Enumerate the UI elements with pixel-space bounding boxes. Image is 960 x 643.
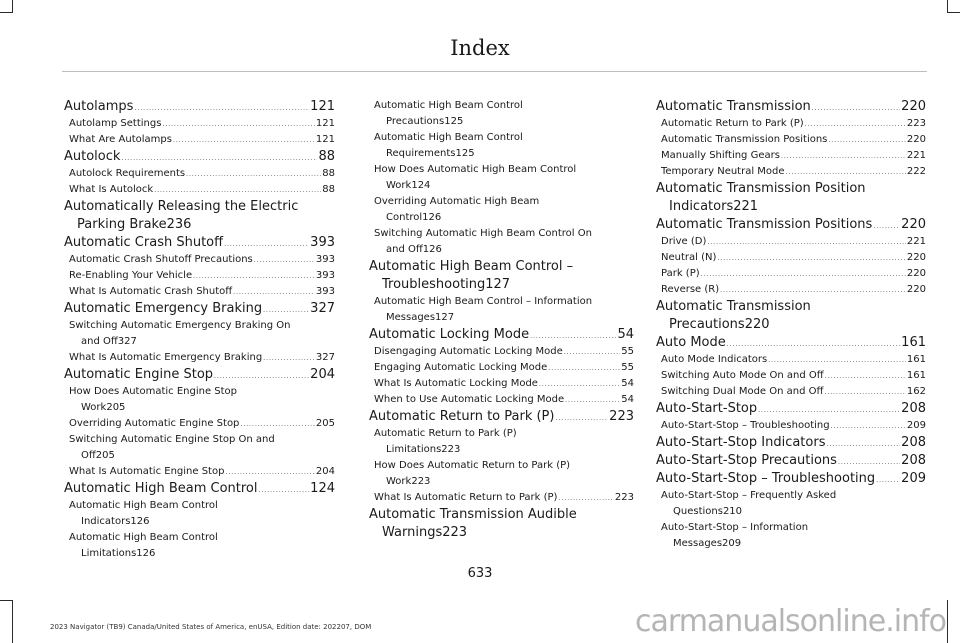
entry-page-number: 126 xyxy=(422,212,442,223)
dot-leader xyxy=(824,390,906,396)
entry-text-line1: Automatic High Beam Control xyxy=(374,132,523,143)
entry-page-number: 221 xyxy=(906,236,926,247)
dot-leader xyxy=(258,488,309,494)
entry-text-line1: Switching Automatic High Beam Control On xyxy=(374,228,592,239)
title-divider xyxy=(62,71,927,72)
entry-page-number: 220 xyxy=(906,252,926,263)
entry-text-line2 xyxy=(69,334,335,350)
entry-text-line2 xyxy=(69,400,335,416)
entry-page-number: 88 xyxy=(322,184,335,195)
index-entry[interactable] xyxy=(656,98,926,116)
entry-page-number: 208 xyxy=(901,401,926,416)
index-entry[interactable] xyxy=(656,216,926,234)
entry-text-line1: Automatic High Beam Control xyxy=(69,532,218,543)
entry-text: Automatic Engine Stop xyxy=(64,367,214,382)
entry-text-line2 xyxy=(369,276,634,294)
index-entry[interactable] xyxy=(64,148,335,166)
dot-leader xyxy=(564,350,620,356)
entry-text: Overriding Automatic Engine Stop xyxy=(69,418,240,429)
entry-text: and Off xyxy=(81,336,118,347)
entry-text-line1: How Does Automatic Engine Stop xyxy=(69,386,238,397)
entry-text: Auto-Start-Stop xyxy=(656,401,758,416)
dot-leader xyxy=(233,290,315,296)
entry-page-number: 161 xyxy=(906,370,926,381)
entry-text-line2 xyxy=(374,210,634,226)
dot-leader xyxy=(838,460,900,466)
entry-text: What Is Automatic Engine Stop xyxy=(69,466,225,477)
entry-page-number: 161 xyxy=(906,354,926,365)
entry-text: What Is Automatic Return to Park (P) xyxy=(374,492,558,503)
dot-leader xyxy=(225,470,314,476)
dot-leader xyxy=(121,156,317,162)
entry-text-line1: Auto-Start-Stop – Frequently Asked xyxy=(661,490,837,501)
index-entry[interactable] xyxy=(64,234,335,252)
entry-text-line2 xyxy=(69,514,335,530)
dot-leader xyxy=(828,138,906,144)
entry-text-line1: Automatic High Beam Control xyxy=(374,100,523,111)
entry-page-number: 125 xyxy=(455,148,475,159)
crop-mark-bottom-left-h xyxy=(0,600,13,601)
entry-page-number: 208 xyxy=(901,435,926,450)
entry-text-line2 xyxy=(656,316,926,334)
entry-text-line2 xyxy=(64,216,335,234)
index-column-3 xyxy=(656,98,926,552)
entry-text: Indicators xyxy=(81,516,131,527)
dot-leader xyxy=(781,154,906,160)
entry-text: Re-Enabling Your Vehicle xyxy=(69,270,193,281)
entry-page-number: 393 xyxy=(315,254,335,265)
entry-page-number: 54 xyxy=(617,327,634,342)
entry-text: Questions xyxy=(673,506,723,517)
index-subentry[interactable] xyxy=(64,498,335,530)
dot-leader xyxy=(786,170,906,176)
entry-text: Autolamp Settings xyxy=(69,118,162,129)
dot-leader xyxy=(134,106,309,112)
index-subentry[interactable] xyxy=(369,162,634,194)
index-subentry[interactable] xyxy=(369,392,634,408)
index-subentry[interactable] xyxy=(369,426,634,458)
dot-leader xyxy=(162,122,314,128)
dot-leader xyxy=(548,366,620,372)
index-entry[interactable] xyxy=(64,300,335,318)
entry-text: Disengaging Automatic Locking Mode xyxy=(374,346,563,357)
entry-text: Automatic Transmission Positions xyxy=(661,134,828,145)
entry-text: Parking Brake xyxy=(77,217,167,232)
index-subentry[interactable] xyxy=(656,132,926,148)
index-subentry[interactable] xyxy=(369,376,634,392)
entry-text: Work xyxy=(81,402,107,413)
entry-page-number: 121 xyxy=(315,134,335,145)
entry-text: Auto Mode Indicators xyxy=(661,354,768,365)
index-subentry[interactable] xyxy=(64,252,335,268)
index-subentry[interactable] xyxy=(656,418,926,434)
index-subentry[interactable] xyxy=(64,284,335,300)
entry-text-line2 xyxy=(374,146,634,162)
entry-page-number: 205 xyxy=(315,418,335,429)
entry-page-number: 223 xyxy=(442,525,468,540)
dot-leader xyxy=(186,172,321,178)
index-subentry[interactable] xyxy=(656,266,926,282)
entry-text: Automatic Return to Park (P) xyxy=(369,409,555,424)
index-subentry[interactable] xyxy=(369,344,634,360)
dot-leader xyxy=(555,416,608,422)
page-number: 633 xyxy=(467,566,493,581)
entry-text: Autolock Requirements xyxy=(69,168,186,179)
entry-text: Autolamps xyxy=(64,99,134,114)
entry-page-number: 205 xyxy=(95,450,115,461)
entry-page-number: 236 xyxy=(166,217,192,232)
entry-text: Off xyxy=(81,450,96,461)
entry-page-number: 126 xyxy=(136,548,156,559)
index-subentry[interactable] xyxy=(656,352,926,368)
entry-text: What Is Automatic Crash Shutoff xyxy=(69,286,233,297)
index-entry[interactable] xyxy=(656,470,926,488)
entry-text-line1: Automatic High Beam Control xyxy=(69,500,218,511)
entry-text-line1: Switching Automatic Engine Stop On and xyxy=(69,434,275,445)
entry-text: Park (P) xyxy=(661,268,700,279)
entry-text: Switching Auto Mode On and Off xyxy=(661,370,824,381)
entry-text: What Are Autolamps xyxy=(69,134,172,145)
entry-text-line2 xyxy=(374,442,634,458)
index-subentry[interactable] xyxy=(64,350,335,366)
index-entry[interactable] xyxy=(656,434,926,452)
entry-page-number: 327 xyxy=(310,301,335,316)
entry-page-number: 221 xyxy=(733,199,759,214)
entry-page-number: 124 xyxy=(310,481,335,496)
index-subentry[interactable] xyxy=(656,384,926,400)
entry-page-number: 220 xyxy=(906,268,926,279)
entry-text-line1: Automatic Return to Park (P) xyxy=(374,428,517,439)
index-entry[interactable] xyxy=(656,298,926,334)
entry-text: Switching Dual Mode On and Off xyxy=(661,386,824,397)
entry-page-number: 161 xyxy=(901,335,926,350)
entry-text: Auto Mode xyxy=(656,335,726,350)
dot-leader xyxy=(214,374,309,380)
entry-text-line2 xyxy=(369,524,634,542)
dot-leader xyxy=(825,374,906,380)
entry-text-line2 xyxy=(661,536,926,552)
dot-leader xyxy=(530,334,616,340)
entry-text-line1: Automatic High Beam Control – Information xyxy=(374,296,593,307)
dot-leader xyxy=(720,288,906,294)
entry-page-number: 223 xyxy=(614,492,634,503)
entry-text: Engaging Automatic Locking Mode xyxy=(374,362,548,373)
entry-page-number: 220 xyxy=(901,99,926,114)
entry-text: Precautions xyxy=(669,317,745,332)
dot-leader xyxy=(768,358,906,364)
index-entry[interactable] xyxy=(64,480,335,498)
entry-text: Work xyxy=(386,180,412,191)
index-subentry[interactable] xyxy=(369,294,634,326)
dot-leader xyxy=(826,442,900,448)
dot-leader xyxy=(539,382,620,388)
index-entry[interactable] xyxy=(64,198,335,234)
entry-text: Automatic Crash Shutoff xyxy=(64,235,224,250)
entry-text-line1: Auto-Start-Stop – Information xyxy=(661,522,809,533)
entry-page-number: 327 xyxy=(117,336,137,347)
entry-text: Work xyxy=(386,476,412,487)
entry-text: Automatic Transmission Positions xyxy=(656,217,873,232)
entry-text: Precautions xyxy=(386,116,445,127)
entry-text-line2 xyxy=(661,504,926,520)
entry-text: Limitations xyxy=(81,548,137,559)
dot-leader xyxy=(717,256,906,262)
index-subentry[interactable] xyxy=(656,488,926,520)
entry-page-number: 220 xyxy=(906,284,926,295)
entry-page-number: 220 xyxy=(744,317,770,332)
dot-leader xyxy=(831,424,906,430)
index-subentry[interactable] xyxy=(656,116,926,132)
entry-page-number: 127 xyxy=(435,312,455,323)
entry-text: What Is Automatic Emergency Braking xyxy=(69,352,263,363)
index-subentry[interactable] xyxy=(656,368,926,384)
index-subentry[interactable] xyxy=(656,164,926,180)
entry-text-line1: Overriding Automatic High Beam xyxy=(374,196,540,207)
dot-leader xyxy=(805,122,906,128)
entry-page-number: 393 xyxy=(315,270,335,281)
entry-text: Auto-Start-Stop – Troubleshooting xyxy=(656,471,876,486)
entry-text: Warnings xyxy=(382,525,443,540)
entry-page-number: 208 xyxy=(901,453,926,468)
crop-mark-top-left-h xyxy=(0,12,13,13)
index-subentry[interactable] xyxy=(64,166,335,182)
index-subentry[interactable] xyxy=(369,458,634,490)
entry-page-number: 220 xyxy=(901,217,926,232)
index-entry[interactable] xyxy=(656,452,926,470)
index-subentry[interactable] xyxy=(369,98,634,130)
dot-leader xyxy=(558,496,613,502)
entry-text: Limitations xyxy=(386,444,442,455)
entry-text: Messages xyxy=(673,538,723,549)
index-subentry[interactable] xyxy=(369,226,634,258)
entry-text: Indicators xyxy=(669,199,734,214)
entry-text: Neutral (N) xyxy=(661,252,717,263)
index-subentry[interactable] xyxy=(369,194,634,226)
index-subentry[interactable] xyxy=(656,282,926,298)
entry-page-number: 126 xyxy=(130,516,150,527)
index-entry[interactable] xyxy=(656,400,926,418)
entry-text-line2 xyxy=(374,242,634,258)
page-title: Index xyxy=(450,36,510,60)
entry-text-line2 xyxy=(69,448,335,464)
index-subentry[interactable] xyxy=(369,490,634,506)
entry-text: Autolock xyxy=(64,149,121,164)
dot-leader xyxy=(701,272,906,278)
entry-text: Troubleshooting xyxy=(382,277,486,292)
entry-page-number: 55 xyxy=(621,362,634,373)
entry-text: Temporary Neutral Mode xyxy=(661,166,785,177)
dot-leader xyxy=(873,224,900,230)
index-subentry[interactable] xyxy=(64,530,335,562)
entry-text: Automatic Locking Mode xyxy=(369,327,530,342)
entry-page-number: 209 xyxy=(901,471,926,486)
dot-leader xyxy=(254,258,315,264)
dot-leader xyxy=(173,138,315,144)
entry-page-number: 205 xyxy=(106,402,126,413)
entry-text-line1: Switching Automatic Emergency Braking On xyxy=(69,320,291,331)
entry-text-line2 xyxy=(69,546,335,562)
index-subentry[interactable] xyxy=(64,464,335,480)
entry-text: Control xyxy=(386,212,423,223)
entry-page-number: 222 xyxy=(906,166,926,177)
entry-text: Auto-Start-Stop Precautions xyxy=(656,453,837,468)
entry-text: What Is Autolock xyxy=(69,184,154,195)
entry-page-number: 327 xyxy=(315,352,335,363)
entry-page-number: 121 xyxy=(310,99,335,114)
entry-text: Auto-Start-Stop – Troubleshooting xyxy=(661,420,830,431)
index-subentry[interactable] xyxy=(64,116,335,132)
entry-text-line1: Automatic High Beam Control – xyxy=(369,259,574,274)
entry-page-number: 223 xyxy=(441,444,461,455)
entry-text: When to Use Automatic Locking Mode xyxy=(374,394,565,405)
entry-page-number: 55 xyxy=(621,346,634,357)
entry-page-number: 393 xyxy=(310,235,335,250)
entry-text-line2 xyxy=(374,474,634,490)
entry-page-number: 210 xyxy=(722,506,743,517)
entry-page-number: 54 xyxy=(621,378,634,389)
index-subentry[interactable] xyxy=(64,432,335,464)
entry-page-number: 221 xyxy=(906,150,926,161)
index-subentry[interactable] xyxy=(656,234,926,250)
entry-text: Manually Shifting Gears xyxy=(661,150,780,161)
index-entry[interactable] xyxy=(656,180,926,216)
index-subentry[interactable] xyxy=(656,250,926,266)
entry-text: Automatic Emergency Braking xyxy=(64,301,263,316)
entry-text-line1: Automatic Transmission xyxy=(656,299,811,314)
index-subentry[interactable] xyxy=(369,360,634,376)
index-subentry[interactable] xyxy=(64,318,335,350)
entry-text: Automatic High Beam Control xyxy=(64,481,258,496)
dot-leader xyxy=(812,106,900,112)
index-subentry[interactable] xyxy=(64,416,335,432)
entry-page-number: 126 xyxy=(422,244,442,255)
entry-text: Automatic Return to Park (P) xyxy=(661,118,804,129)
dot-leader xyxy=(727,342,900,348)
entry-page-number: 124 xyxy=(411,180,431,191)
entry-text: Drive (D) xyxy=(661,236,707,247)
index-entry[interactable] xyxy=(64,98,335,116)
crop-mark-top-right-h xyxy=(947,12,960,13)
index-column-2 xyxy=(369,98,634,542)
entry-page-number: 204 xyxy=(310,367,335,382)
entry-text: Automatic Transmission xyxy=(656,99,811,114)
edition-footer: 2023 Navigator (TB9) Canada/United States of America, enUSA, Edition date: 202207, DOM xyxy=(50,623,372,631)
entry-text: Reverse (R) xyxy=(661,284,720,295)
index-column-1 xyxy=(64,98,335,562)
index-subentry[interactable] xyxy=(64,384,335,416)
dot-leader xyxy=(224,242,309,248)
index-subentry[interactable] xyxy=(64,132,335,148)
entry-page-number: 121 xyxy=(315,118,335,129)
index-entry[interactable] xyxy=(369,326,634,344)
entry-page-number: 220 xyxy=(906,134,926,145)
entry-text-line1: Automatic Transmission Audible xyxy=(369,507,577,522)
entry-page-number: 88 xyxy=(322,168,335,179)
entry-page-number: 125 xyxy=(444,116,464,127)
entry-text: Requirements xyxy=(386,148,456,159)
dot-leader xyxy=(263,356,315,362)
entry-text-line1: How Does Automatic Return to Park (P) xyxy=(374,460,571,471)
entry-text: Auto-Start-Stop Indicators xyxy=(656,435,826,450)
index-subentry[interactable] xyxy=(656,148,926,164)
entry-page-number: 54 xyxy=(621,394,634,405)
crop-mark-bottom-left-v xyxy=(12,600,13,643)
dot-leader xyxy=(758,408,900,414)
entry-text-line1: Automatic Transmission Position xyxy=(656,181,866,196)
entry-page-number: 209 xyxy=(906,420,926,431)
index-entry[interactable] xyxy=(64,366,335,384)
index-subentry[interactable] xyxy=(64,182,335,198)
entry-page-number: 393 xyxy=(315,286,335,297)
watermark: carmanualsonline.info xyxy=(635,604,946,639)
entry-text-line2 xyxy=(374,114,634,130)
dot-leader xyxy=(263,308,309,314)
entry-text: and Off xyxy=(386,244,423,255)
entry-text-line2 xyxy=(374,310,634,326)
dot-leader xyxy=(193,274,315,280)
dot-leader xyxy=(876,478,900,484)
dot-leader xyxy=(707,240,906,246)
entry-text-line2 xyxy=(656,198,926,216)
index-entry[interactable] xyxy=(369,408,634,426)
entry-page-number: 209 xyxy=(722,538,742,549)
entry-text: What Is Automatic Locking Mode xyxy=(374,378,538,389)
dot-leader xyxy=(154,188,321,194)
index-subentry[interactable] xyxy=(369,130,634,162)
entry-page-number: 204 xyxy=(315,466,335,477)
entry-text-line1: How Does Automatic High Beam Control xyxy=(374,164,577,175)
index-subentry[interactable] xyxy=(656,520,926,552)
crop-mark-bottom-right-v xyxy=(947,600,948,643)
entry-page-number: 223 xyxy=(609,409,634,424)
dot-leader xyxy=(565,398,620,404)
entry-text-line1: Automatically Releasing the Electric xyxy=(64,199,299,214)
index-subentry[interactable] xyxy=(64,268,335,284)
index-entry[interactable] xyxy=(369,506,634,542)
entry-page-number: 162 xyxy=(906,386,926,397)
entry-page-number: 88 xyxy=(318,149,335,164)
index-entry[interactable] xyxy=(369,258,634,294)
index-entry[interactable] xyxy=(656,334,926,352)
entry-page-number: 223 xyxy=(411,476,431,487)
entry-text: Automatic Crash Shutoff Precautions xyxy=(69,254,253,265)
entry-page-number: 223 xyxy=(906,118,926,129)
entry-text: Messages xyxy=(386,312,436,323)
dot-leader xyxy=(240,422,315,428)
entry-text-line2 xyxy=(374,178,634,194)
entry-page-number: 127 xyxy=(485,277,511,292)
